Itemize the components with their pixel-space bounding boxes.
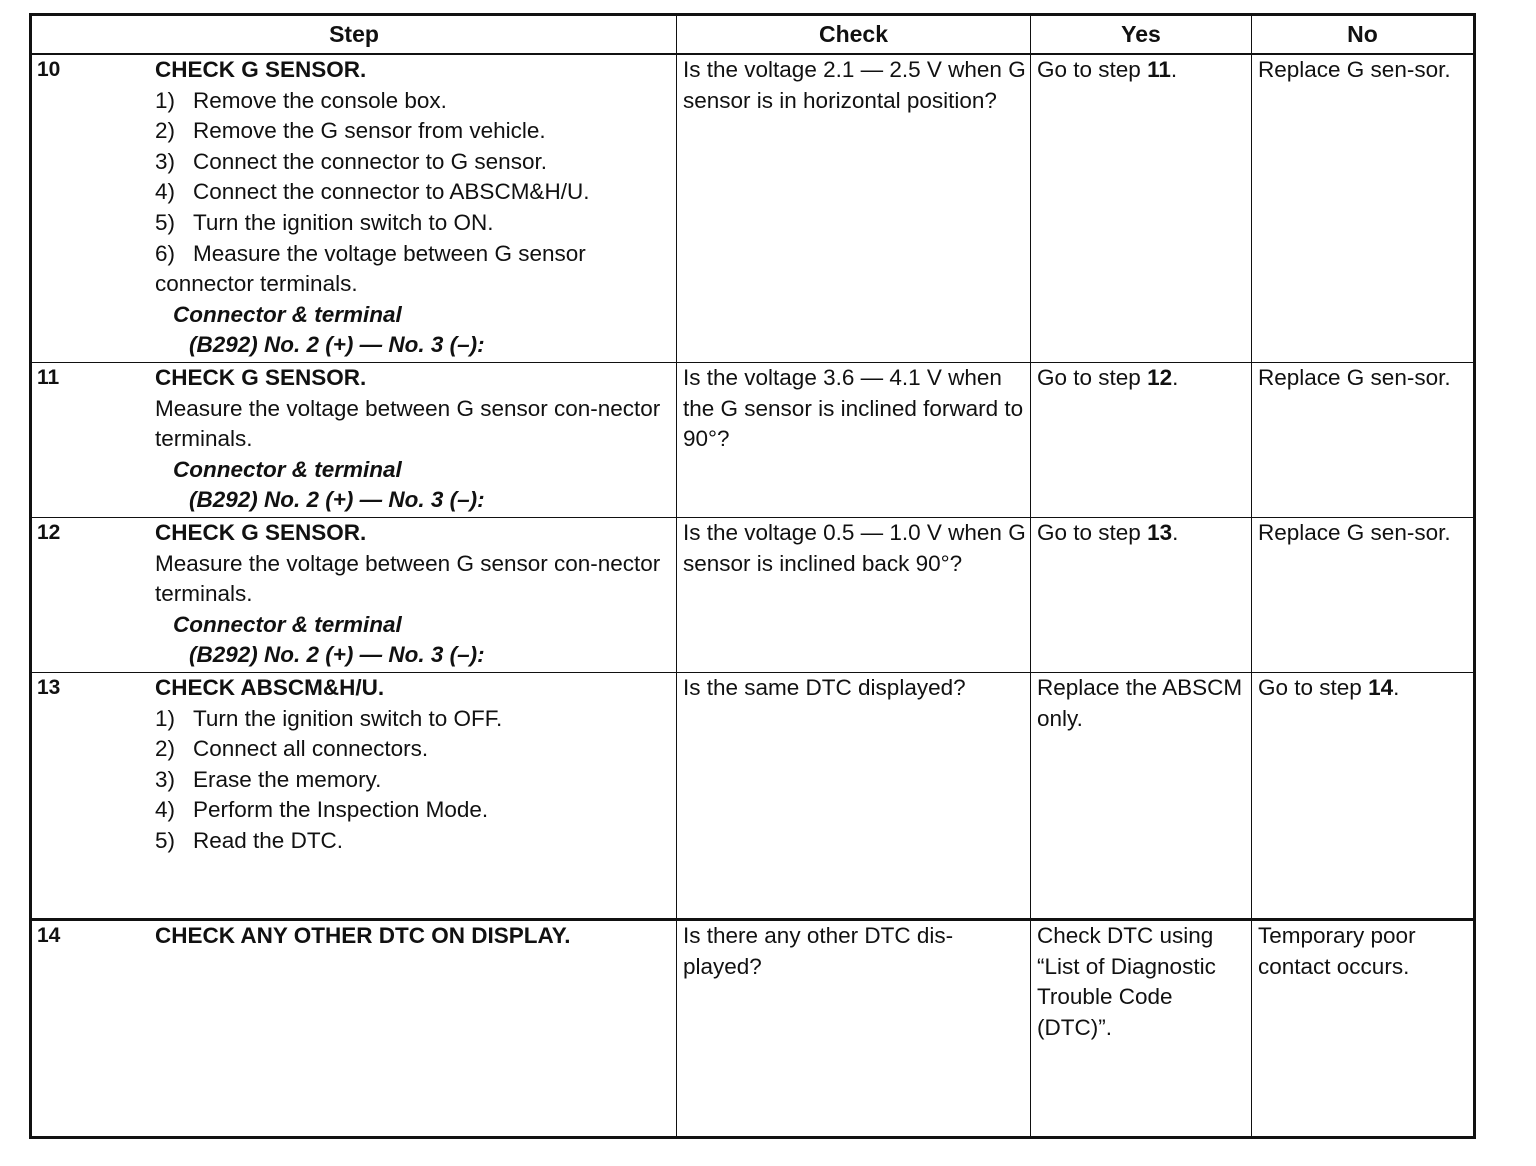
no-cell: Go to step 14. <box>1252 673 1475 920</box>
check-cell: Is the voltage 3.6 — 4.1 V when the G sensor is inclined forward to 90°? <box>677 363 1031 518</box>
header-row <box>31 15 1475 55</box>
connector-terminal-value: (B292) No. 2 (+) — No. 3 (–): <box>189 487 485 513</box>
diagnostic-table <box>29 13 1476 1139</box>
step-cell <box>31 673 677 920</box>
step-number: 11 <box>37 366 60 389</box>
header-step: Step <box>31 15 677 55</box>
connector-terminal-value: (B292) No. 2 (+) — No. 3 (–): <box>189 642 485 668</box>
header-no: No <box>1252 15 1475 55</box>
yes-cell: Go to step 12. <box>1031 363 1252 518</box>
step-cell <box>31 920 677 1138</box>
header-check: Check <box>677 15 1031 55</box>
procedure-line: 4) Perform the Inspection Mode. <box>155 797 489 823</box>
table-row-step-10 <box>31 54 1475 363</box>
table-row-step-12 <box>31 518 1475 673</box>
procedure-line: 3) Erase the memory. <box>155 766 382 792</box>
step-number: 13 <box>37 676 61 699</box>
check-cell: Is the voltage 2.1 — 2.5 V when G sensor is in horizontal position? <box>677 54 1031 363</box>
step-number: 12 <box>37 521 61 544</box>
step-cell <box>31 363 677 518</box>
procedure-line: 2) Remove the G sensor from vehicle. <box>155 118 546 144</box>
procedure-line: 3) Connect the connector to G sensor. <box>155 148 547 174</box>
step-number: 10 <box>37 58 61 81</box>
procedure-continuation: connector terminals. <box>155 271 358 297</box>
procedure-line: 6) Measure the voltage between G sensor <box>155 240 586 266</box>
header-yes: Yes <box>1031 15 1252 55</box>
procedure-line: 5) Turn the ignition switch to ON. <box>155 209 494 235</box>
yes-cell: Go to step 13. <box>1031 518 1252 673</box>
table-row-step-13 <box>31 673 1475 920</box>
step-title: CHECK G SENSOR. <box>155 365 367 390</box>
step-reference: 13 <box>1147 520 1173 545</box>
step-title: CHECK G SENSOR. <box>155 57 367 82</box>
procedure-line: 4) Connect the connector to ABSCM&H/U. <box>155 179 590 205</box>
no-cell: Replace G sen-sor. <box>1252 518 1475 673</box>
step-cell <box>31 54 677 363</box>
no-cell: Replace G sen-sor. <box>1252 54 1475 363</box>
procedure-line: 1) Remove the console box. <box>155 87 447 113</box>
step-title: CHECK ABSCM&H/U. <box>155 675 385 700</box>
step-title: CHECK G SENSOR. <box>155 520 367 545</box>
step-reference: 14 <box>1368 675 1394 700</box>
check-cell: Is there any other DTC dis-played? <box>677 920 1031 1138</box>
step-reference: 12 <box>1147 365 1173 390</box>
connector-terminal-label: Connector & terminal <box>173 301 402 327</box>
yes-cell: Go to step 11. <box>1031 54 1252 363</box>
procedure-line: 2) Connect all connectors. <box>155 736 429 762</box>
check-cell: Is the same DTC displayed? <box>677 673 1031 920</box>
table-row-step-11 <box>31 363 1475 518</box>
step-description: Measure the voltage between G sensor con-nector terminals. <box>155 395 661 452</box>
procedure-line: 5) Read the DTC. <box>155 827 344 853</box>
yes-cell: Check DTC using “List of Diagnostic Trouble Code (DTC)”. <box>1031 920 1252 1138</box>
step-reference: 11 <box>1147 57 1171 82</box>
no-cell: Temporary poor contact occurs. <box>1252 920 1475 1138</box>
check-cell: Is the voltage 0.5 — 1.0 V when G sensor is inclined back 90°? <box>677 518 1031 673</box>
connector-terminal-label: Connector & terminal <box>173 456 402 482</box>
step-number: 14 <box>37 924 61 947</box>
yes-cell: Replace the ABSCM only. <box>1031 673 1252 920</box>
procedure-line: 1) Turn the ignition switch to OFF. <box>155 705 503 731</box>
connector-terminal-label: Connector & terminal <box>173 611 402 637</box>
connector-terminal-value: (B292) No. 2 (+) — No. 3 (–): <box>189 332 485 358</box>
no-cell: Replace G sen-sor. <box>1252 363 1475 518</box>
table-row-step-14 <box>31 920 1475 1138</box>
step-cell <box>31 518 677 673</box>
step-title: CHECK ANY OTHER DTC ON DISPLAY. <box>155 923 571 948</box>
step-description: Measure the voltage between G sensor con-nector terminals. <box>155 550 661 607</box>
